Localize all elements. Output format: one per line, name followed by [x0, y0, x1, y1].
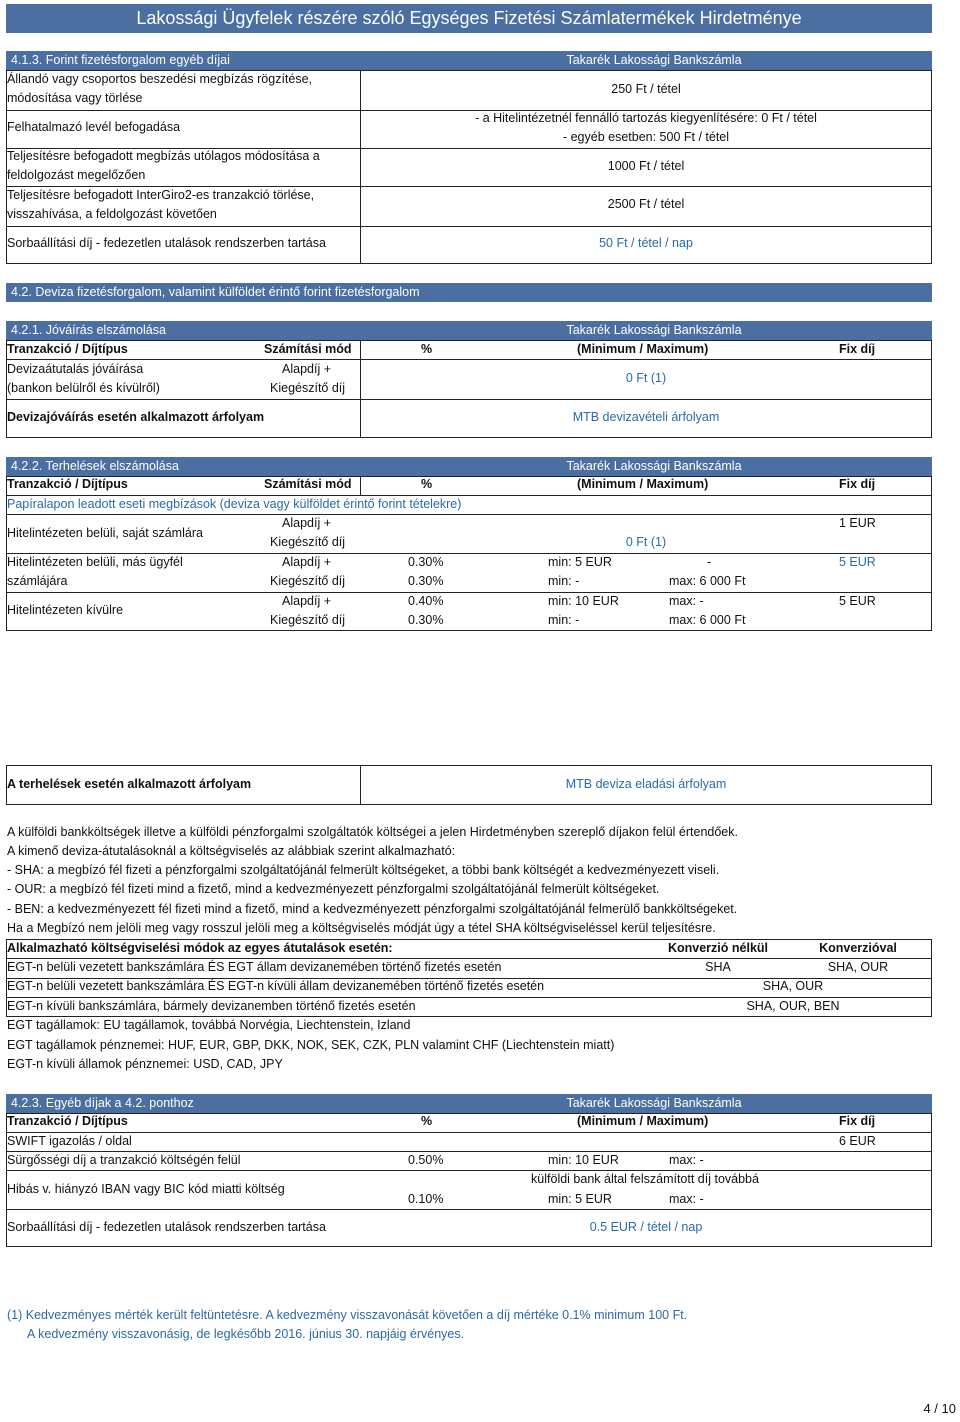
section-421-title: 4.2.1. Jóváírás elszámolása: [11, 323, 166, 337]
cost-col-conv: Konverzióval: [819, 941, 897, 955]
s422-r3-max1: max: -: [669, 594, 704, 608]
s422-r3-min2: min: -: [548, 613, 580, 627]
s422-r1-calc1: Alapdíj +: [282, 516, 331, 530]
s413-row5-label: Sorbaállítási díj - fedezetlen utalások rendszerben tartása: [7, 236, 326, 250]
note-line: Ha a Megbízó nem jelöli meg vagy rosszul jelöli meg a költségviselés módját úgy a tétel SHA költségviseléssel kerül teljesítésre.: [7, 921, 716, 935]
note-line: - SHA: a megbízó fél fizeti a pénzforgalmi szolgáltatójánál felmerült költségeket, a többi bank költségét a kedvezményezett viseli.: [7, 863, 720, 877]
cost-row-both: SHA, OUR: [762, 979, 824, 993]
s423-col-pct: %: [421, 1114, 433, 1128]
s413-row1-label2: módosítása vagy törlése: [7, 91, 143, 105]
s422-r3-fix: 5 EUR: [839, 594, 876, 608]
s413-row1-label1: Állandó vagy csoportos beszedési megbízás rögzítése,: [7, 72, 313, 86]
s423-r3-min: min: 5 EUR: [548, 1192, 612, 1206]
s423-r1-label: SWIFT igazolás / oldal: [7, 1134, 132, 1148]
footnote-1: (1) Kedvezményes mérték került feltüntetésre. A kedvezmény visszavonását követően a díj mértéke 0.1% minimum 100 Ft.: [7, 1308, 688, 1322]
s422-r2-min2: min: -: [548, 574, 580, 588]
s422-col-minmax: (Minimum / Maximum): [577, 477, 709, 491]
s422-r1-label: Hitelintézeten belüli, saját számlára: [7, 526, 203, 540]
s422-col-pct: %: [421, 477, 433, 491]
section-423-title: 4.2.3. Egyéb díjak a 4.2. ponthoz: [11, 1096, 194, 1110]
s413-row4-label2: visszahívása, a feldolgozást követően: [7, 207, 217, 221]
s422-r2-calc2: Kiegészítő díj: [270, 574, 346, 588]
s422-r3-min1: min: 10 EUR: [548, 594, 619, 608]
s421-col-calc: Számítási mód: [264, 342, 352, 356]
egt-line: EGT tagállamok pénznemei: HUF, EUR, GBP, DKK, NOK, SEK, CZK, PLN valamint CHF (Liechtenstein miatt): [7, 1038, 615, 1052]
s422-r2-label1: Hitelintézeten belüli, más ügyfél: [7, 555, 183, 569]
s413-row3-label2: feldolgozást megelőzően: [7, 168, 146, 182]
s422-r3-label: Hitelintézeten kívülre: [7, 603, 124, 617]
s421-col-minmax: (Minimum / Maximum): [577, 342, 709, 356]
s422-col-calc: Számítási mód: [264, 477, 352, 491]
s422-r2-fix: 5 EUR: [839, 555, 876, 569]
s413-row1-value: 250 Ft / tétel: [611, 82, 681, 96]
s421-row1-label2: (bankon belülről és kívülről): [7, 381, 160, 395]
s423-r3-max: max: -: [669, 1192, 704, 1206]
s422-r1-fix: 1 EUR: [839, 516, 876, 530]
s422-r1-calc2: Kiegészítő díj: [270, 535, 346, 549]
s422-r2-min1: min: 5 EUR: [548, 555, 612, 569]
s413-row5-value: 50 Ft / tétel / nap: [599, 236, 693, 250]
s421-row2-value: MTB devizavételi árfolyam: [572, 410, 720, 424]
s423-col-tx: Tranzakció / Díjtípus: [7, 1114, 128, 1128]
s422-r3-calc1: Alapdíj +: [282, 594, 331, 608]
page-title: Lakossági Ügyfelek részére szóló Egységes Fizetési Számlatermékek Hirdetménye: [6, 4, 932, 33]
s422-r3-pct1: 0.40%: [408, 594, 444, 608]
s421-row1-calc1: Alapdíj +: [282, 362, 331, 376]
s423-r2-max: max: -: [669, 1153, 704, 1167]
s413-row2-value1: - a Hitelintézetnél fennálló tartozás kiegyenlítésére: 0 Ft / tétel: [475, 111, 817, 125]
section-413-table: [6, 70, 932, 264]
cost-row-label: EGT-n belüli vezetett bankszámlára ÉS EGT-n kívüli állam devizanemében történő fizetés esetén: [7, 979, 545, 993]
egt-line: EGT tagállamok: EU tagállamok, továbbá Norvégia, Liechtenstein, Izland: [7, 1018, 411, 1032]
cost-row-label: EGT-n belüli vezetett bankszámlára ÉS EGT állam devizanemében történő fizetés esetén: [7, 960, 502, 974]
page-number: 4 / 10: [923, 1401, 956, 1416]
s423-col-minmax: (Minimum / Maximum): [577, 1114, 709, 1128]
cost-row-label: EGT-n kívüli bankszámlára, bármely devizanemben történő fizetés esetén: [7, 999, 416, 1013]
note-line: - OUR: a megbízó fél fizeti mind a fizető, mind a kedvezményezett pénzforgalmi szolgáltatójánál felmerült költségeket.: [7, 882, 660, 896]
s423-r3-note: külföldi bank által felszámított díj továbbá: [531, 1172, 759, 1186]
s421-row1-label1: Devizaátutalás jóváírása: [7, 362, 144, 376]
s421-row1-value: 0 Ft (1): [625, 371, 667, 385]
s421-row1-calc2: Kiegészítő díj: [270, 381, 346, 395]
s422-rate-value: MTB deviza eladási árfolyam: [565, 777, 727, 791]
s421-row2-label: Devizajóváírás esetén alkalmazott árfolyam: [7, 410, 265, 424]
s423-r1-fix: 6 EUR: [839, 1134, 876, 1148]
section-413-product: Takarék Lakossági Bankszámla: [566, 53, 742, 67]
s421-col-fix: Fix díj: [839, 342, 876, 356]
section-422-header: [6, 457, 932, 476]
s422-r3-calc2: Kiegészítő díj: [270, 613, 346, 627]
section-42-header: [6, 283, 932, 302]
s413-row4-label1: Teljesítésre befogadott InterGiro2-es tranzakció törlése,: [7, 188, 315, 202]
s413-row4-value: 2500 Ft / tétel: [607, 197, 685, 211]
s422-r3-pct2: 0.30%: [408, 613, 444, 627]
s422-rate-label: A terhelések esetén alkalmazott árfolyam: [7, 777, 252, 791]
s422-r2-max1: -: [707, 555, 712, 569]
s421-col-pct: %: [421, 342, 433, 356]
s422-r1-value: 0 Ft (1): [625, 535, 667, 549]
section-422-product: Takarék Lakossági Bankszámla: [566, 459, 742, 473]
s422-r3-max2: max: 6 000 Ft: [669, 613, 746, 627]
s422-r2-calc1: Alapdíj +: [282, 555, 331, 569]
s423-col-fix: Fix díj: [839, 1114, 876, 1128]
section-42-title: 4.2. Deviza fizetésforgalom, valamint külföldet érintő forint fizetésforgalom: [11, 285, 420, 299]
cost-table-header: Alkalmazható költségviselési módok az egyes átutalások esetén:: [7, 941, 393, 955]
section-421-header: [6, 321, 932, 340]
s422-r2-pct1: 0.30%: [408, 555, 444, 569]
footnote-2: A kedvezmény visszavonásig, de legkésőbb 2016. június 30. napjáig érvényes.: [27, 1327, 465, 1341]
s422-r2-pct2: 0.30%: [408, 574, 444, 588]
s422-col-tx: Tranzakció / Díjtípus: [7, 477, 128, 491]
s422-paper-note: Papíralapon leadott eseti megbízások (deviza vagy külföldet érintő forint tételekre): [7, 497, 462, 511]
s423-r2-pct: 0.50%: [408, 1153, 444, 1167]
cost-row-both: SHA, OUR, BEN: [746, 999, 840, 1013]
cost-row-conv: SHA, OUR: [827, 960, 889, 974]
s413-row2-label: Felhatalmazó levél befogadása: [7, 120, 181, 134]
egt-line: EGT-n kívüli államok pénznemei: USD, CAD, JPY: [7, 1057, 283, 1071]
s422-r2-max2: max: 6 000 Ft: [669, 574, 746, 588]
s423-r4-value: 0.5 EUR / tétel / nap: [589, 1220, 703, 1234]
s422-r2-label2: számlájára: [7, 574, 68, 588]
s423-r2-label: Sürgősségi díj a tranzakció költségén felül: [7, 1153, 241, 1167]
section-423-header: [6, 1094, 932, 1113]
section-422-title: 4.2.2. Terhelések elszámolása: [11, 459, 179, 473]
section-423-product: Takarék Lakossági Bankszámla: [566, 1096, 742, 1110]
section-421-product: Takarék Lakossági Bankszámla: [566, 323, 742, 337]
section-413-header: [6, 51, 932, 70]
section-413-title: 4.1.3. Forint fizetésforgalom egyéb díjai: [11, 53, 230, 67]
note-line: A kimenő deviza-átutalásoknál a költségviselés az alábbiak szerint alkalmazható:: [7, 844, 456, 858]
s413-row3-label1: Teljesítésre befogadott megbízás utólagos módosítása a: [7, 149, 320, 163]
s423-r3-pct: 0.10%: [408, 1192, 444, 1206]
s413-row2-value2: - egyéb esetben: 500 Ft / tétel: [562, 130, 730, 144]
note-line: - BEN: a kedvezményezett fél fizeti mind a fizető, mind a kedvezményezett pénzforgalmi szolgáltatójánál felmerülő bankköltségeket.: [7, 902, 738, 916]
s422-col-fix: Fix díj: [839, 477, 876, 491]
s423-r4-label: Sorbaállítási díj - fedezetlen utalások rendszerben tartása: [7, 1220, 326, 1234]
s423-r3-label: Hibás v. hiányzó IBAN vagy BIC kód miatti költség: [7, 1182, 285, 1196]
s413-row3-value: 1000 Ft / tétel: [607, 159, 685, 173]
s423-r2-min: min: 10 EUR: [548, 1153, 619, 1167]
cost-col-noconv: Konverzió nélkül: [667, 941, 769, 955]
cost-row-noconv: SHA: [705, 960, 731, 974]
s421-col-tx: Tranzakció / Díjtípus: [7, 342, 128, 356]
note-line: A külföldi bankköltségek illetve a külföldi pénzforgalmi szolgáltatók költségei a jelen Hirdetményben szereplő díjakon felül értendőek.: [7, 825, 738, 839]
